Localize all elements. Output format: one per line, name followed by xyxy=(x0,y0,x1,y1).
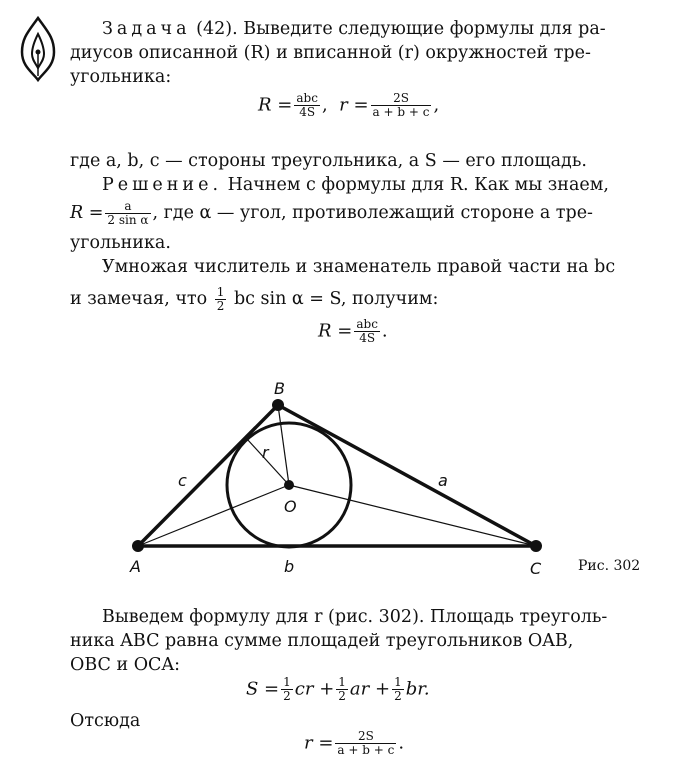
problem-label: Задача xyxy=(102,19,191,39)
side-BC xyxy=(278,405,536,546)
fraction-2S-perimeter: $\frac{2S}{a + b + c}$ xyxy=(372,91,430,119)
formula-R-abc-4S: R = $\frac{\text{abc}}{4S}$ . xyxy=(318,317,388,345)
segment-OB xyxy=(278,405,289,485)
vertex-B xyxy=(272,399,284,411)
label-b: b xyxy=(284,557,295,576)
label-A: A xyxy=(130,557,141,576)
where-line: где a, b, c — стороны треугольника, а S — его площадь. xyxy=(70,151,587,171)
hence-line: Отсюда xyxy=(70,711,141,731)
solution-line-3: угольника. xyxy=(70,233,171,253)
multiply-line-1: Умножая числитель и знаменатель правой части на bc xyxy=(102,257,616,277)
derive-line-1: Выведем формулу для r (рис. 302). Площадь треуголь- xyxy=(102,607,608,627)
figure-caption: Рис. 302 xyxy=(578,558,641,574)
label-r: r xyxy=(262,443,269,462)
label-O: O xyxy=(284,497,297,516)
triangle-incircle-figure xyxy=(0,370,682,590)
segment-OC xyxy=(289,485,536,546)
problem-text-1: Выведите следующие формулы для ра- xyxy=(243,19,606,39)
formula-circumradius-inradius: R = $\frac{\text{abc}}{4S}$ , r = $\frac{2S}{a + b + c}$ , xyxy=(258,91,440,119)
segment-OA xyxy=(138,485,289,546)
pen-nib-icon xyxy=(18,14,58,86)
solution-line-2: R = $\frac{a}{\text{2 sin α}}$ , где α — угол, противолежащий стороне a тре- xyxy=(70,199,593,227)
vertex-A xyxy=(132,540,144,552)
side-AB xyxy=(138,405,278,546)
label-B: B xyxy=(274,379,285,398)
multiply-line-2: и замечая, что $\frac{1}{2}$ bc sin α = S, получим: xyxy=(70,285,439,313)
label-C: C xyxy=(530,559,542,578)
formula-area-sum: S = $\frac{1}{2}$ cr + $\frac{1}{2}$ ar + $\frac{1}{2}$ br. xyxy=(246,675,430,703)
vertex-C xyxy=(530,540,542,552)
problem-line-3: угольника: xyxy=(70,67,172,87)
problem-number: (42). xyxy=(196,19,238,39)
center-O xyxy=(284,480,294,490)
solution-label: Решение. xyxy=(102,175,223,195)
fraction-abc-4S-2: $\frac{\text{abc}}{4S}$ xyxy=(356,317,378,345)
problem-line-1 xyxy=(102,18,606,40)
fraction-one-half: $\frac{1}{2}$ xyxy=(216,285,225,313)
formula-inradius: r = $\frac{2S}{a + b + c}$ . xyxy=(304,729,405,757)
problem-line-2: диусов описанной (R) и вписанной (r) окружностей тре- xyxy=(70,43,591,63)
fraction-a-2sin: $\frac{a}{\text{2 sin α}}$ xyxy=(107,199,149,227)
derive-line-3: OBC и OCA: xyxy=(70,655,180,675)
solution-text-1: Начнем с формулы для R. Как мы знаем, xyxy=(227,175,609,195)
derive-line-2: ника ABC равна сумме площадей треугольников OAB, xyxy=(70,631,574,651)
label-a: a xyxy=(438,471,448,490)
label-c: c xyxy=(178,471,187,490)
solution-line-1 xyxy=(102,174,609,196)
fraction-abc-4S: $\frac{\text{abc}}{4S}$ xyxy=(296,91,318,119)
